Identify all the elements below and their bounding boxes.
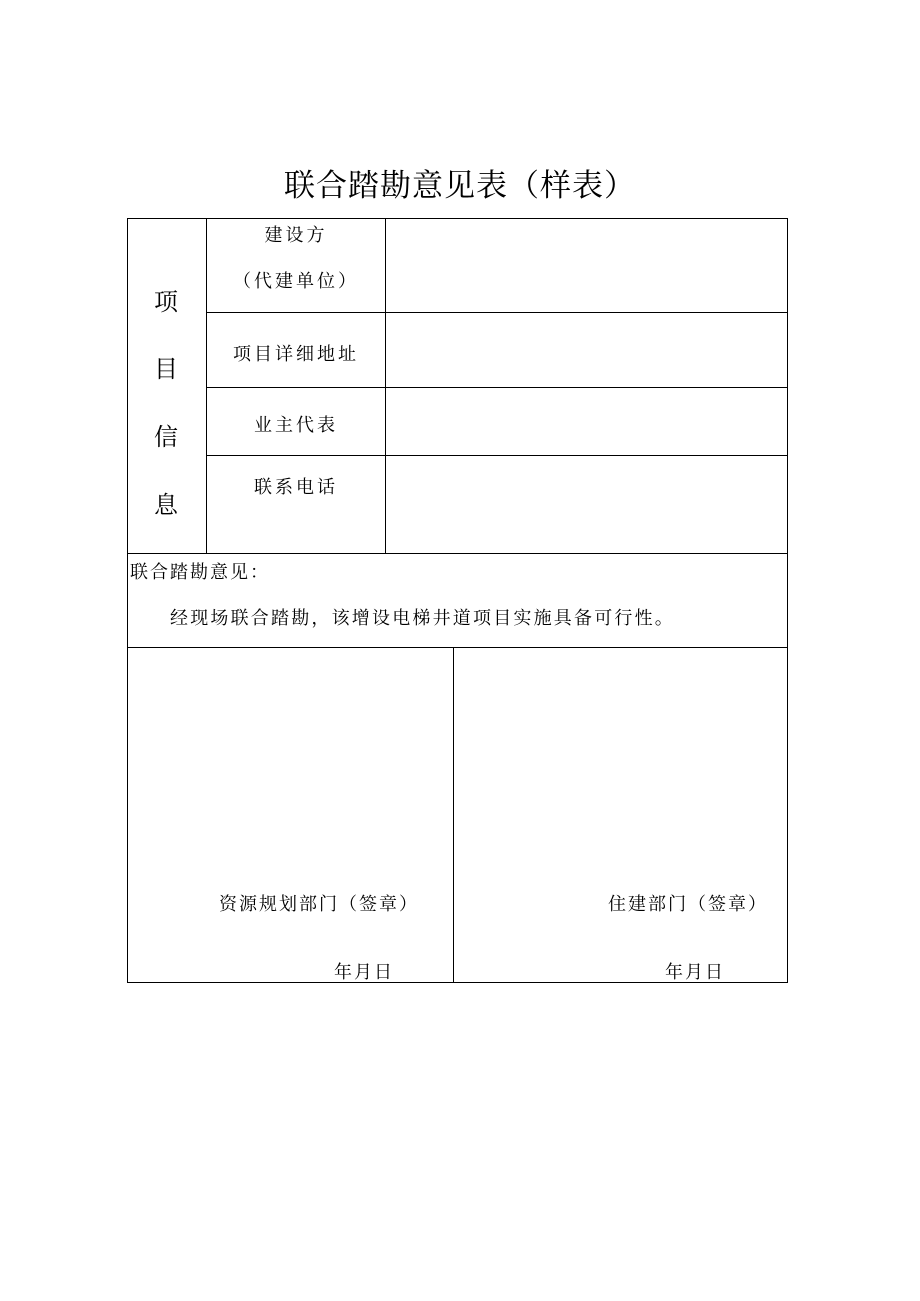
builder-sublabel: （代建单位）: [233, 271, 359, 292]
owner-rep-value-field[interactable]: [386, 388, 787, 455]
section-char-4: 息: [154, 491, 178, 519]
owner-rep-label: 业主代表: [254, 415, 338, 436]
signature-date-planning: 年月日: [334, 962, 394, 983]
opinion-divider-top: [127, 553, 788, 554]
section-char-1: 项: [154, 288, 178, 316]
phone-value-field[interactable]: [386, 456, 787, 553]
section-char-3: 信: [154, 423, 178, 451]
builder-label: 建设方: [264, 225, 328, 246]
address-label: 项目详细地址: [233, 344, 359, 365]
signature-date-housing: 年月日: [665, 962, 725, 983]
border-left: [127, 218, 128, 983]
opinion-heading: 联合踏勘意见：: [130, 562, 270, 583]
address-value-field[interactable]: [386, 313, 787, 387]
signature-divider: [453, 647, 454, 983]
section-char-2: 目: [154, 355, 178, 383]
builder-value-field[interactable]: [386, 219, 787, 312]
signature-dept-housing: 住建部门（签章）: [608, 894, 768, 915]
page-title: 联合踏勘意见表（样表）: [284, 168, 636, 204]
border-right: [787, 218, 788, 983]
signature-dept-planning: 资源规划部门（签章）: [219, 894, 419, 915]
opinion-text: 经现场联合踏勘，该增设电梯井道项目实施具备可行性。: [170, 608, 675, 629]
opinion-divider-bottom: [127, 647, 788, 648]
phone-label: 联系电话: [254, 477, 338, 498]
